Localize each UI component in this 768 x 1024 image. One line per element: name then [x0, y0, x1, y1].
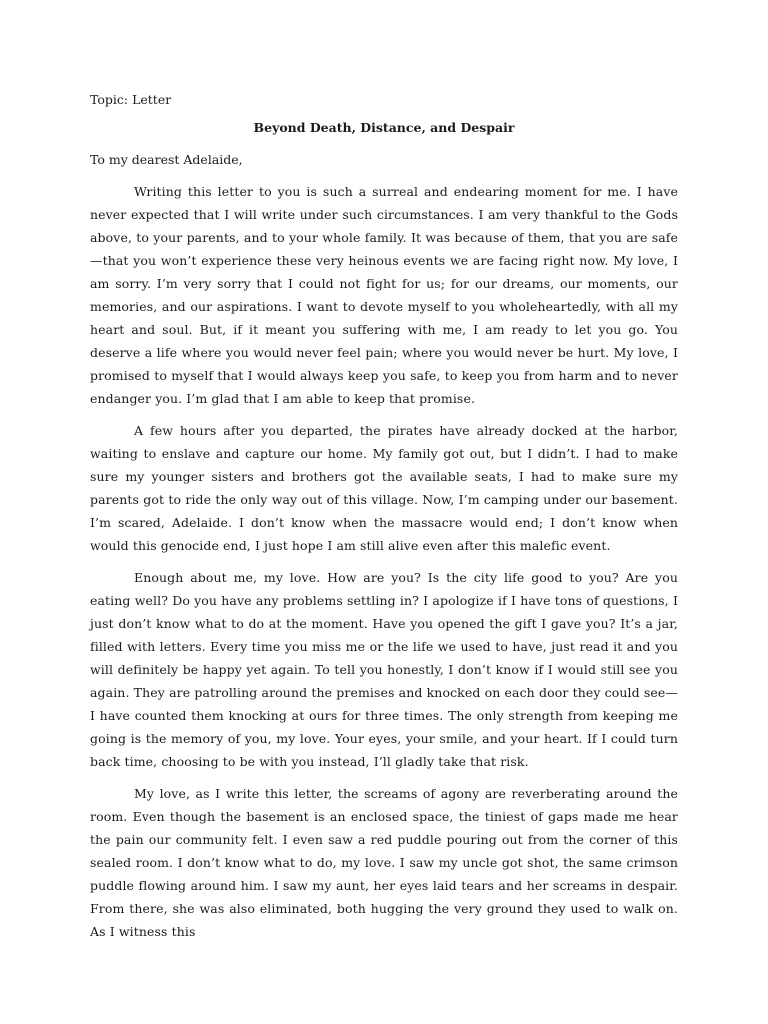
document-page [90, 90, 678, 952]
document-title: Beyond Death, Distance, and Despair [253, 120, 515, 135]
salutation: To my dearest Adelaide, [90, 152, 243, 167]
topic-line: Topic: Letter [90, 92, 172, 107]
body-paragraph-4: My love, as I write this letter, the screams of agony are reverberating around the room. Even though the basement is an enclosed space, the tiniest of gaps made me hear the pain our community felt. I even saw a red puddle pouring out from the corner of this sealed room. I don’t know what to do, my love. I saw my uncle got shot, the same crimson puddle flowing around him. I saw my aunt, her eyes laid tears and her screams in despair. From there, she was also eliminated, both hugging the very ground they used to walk on. As I witness this [90, 786, 678, 939]
body-paragraph-2: A few hours after you departed, the pirates have already docked at the harbor, waiting to enslave and capture our home. My family got out, but I didn’t. I had to make sure my younger sisters and brothers got the available seats, I had to make sure my parents got to ride the only way out of this village. Now, I’m camping under our basement. I’m scared, Adelaide. I don’t know when the massacre would end; I don’t know when would this genocide end, I just hope I am still alive even after this malefic event. [90, 423, 678, 553]
body-paragraph-3: Enough about me, my love. How are you? Is the city life good to you? Are you eating well? Do you have any problems settling in? I apologize if I have tons of questions, I just don’t know what to do at the moment. Have you opened the gift I gave you? It’s a jar, filled with letters. Every time you miss me or the life we used to have, just read it and you will definitely be happy yet again. To tell you honestly, I don’t know if I would still see you again. They are patrolling around the premises and knocked on each door they could see—I have counted them knocking at ours for three times. The only strength from keeping me going is the memory of you, my love. Your eyes, your smile, and your heart. If I could turn back time, choosing to be with you instead, I’ll gladly take that risk. [90, 570, 678, 769]
body-paragraph-1: Writing this letter to you is such a surreal and endearing moment for me. I have never expected that I will write under such circumstances. I am very thankful to the Gods above, to your parents, and to your whole family. It was because of them, that you are safe—that you won’t experience these very heinous events we are facing right now. My love, I am sorry. I’m very sorry that I could not fight for us; for our dreams, our moments, our memories, and our aspirations. I want to devote myself to you wholeheartedly, with all my heart and soul. But, if it meant you suffering with me, I am ready to let you go. You deserve a life where you would never feel pain; where you would never be hurt. My love, I promised to myself that I would always keep you safe, to keep you from harm and to never endanger you. I’m glad that I am able to keep that promise. [90, 184, 678, 406]
